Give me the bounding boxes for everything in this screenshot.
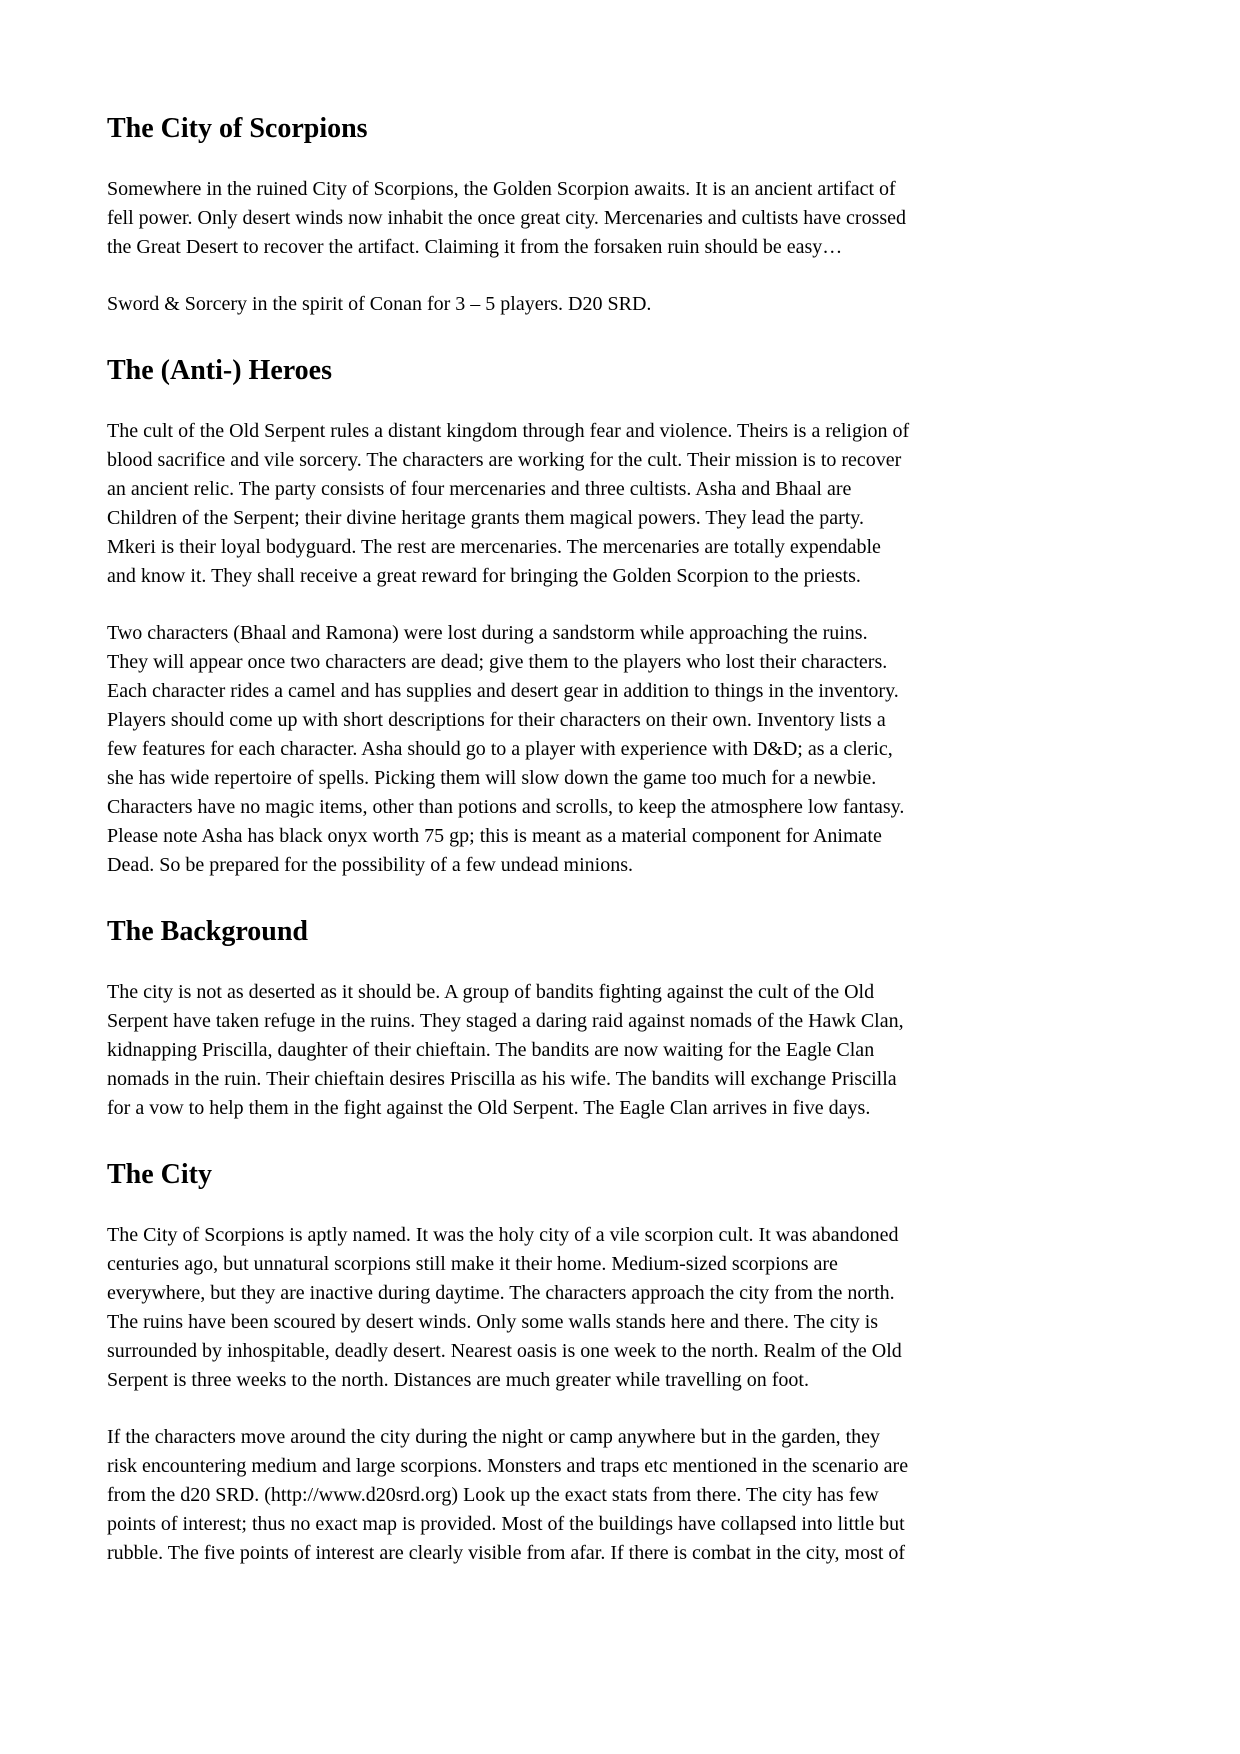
text-line: few features for each character. Asha should go to a player with experience with D&D; as a cleric, bbox=[107, 738, 893, 760]
document-section bbox=[107, 914, 1150, 1123]
text-line: If the characters move around the city during the night or camp anywhere but in the garden, they bbox=[107, 1426, 881, 1448]
text-line: Serpent is three weeks to the north. Distances are much greater while travelling on foot. bbox=[107, 1369, 809, 1391]
paragraph bbox=[107, 175, 1150, 262]
text-line: The ruins have been scoured by desert winds. Only some walls stands here and there. The city is bbox=[107, 1311, 879, 1333]
paragraph bbox=[107, 1423, 1150, 1568]
section-paragraphs bbox=[107, 417, 1150, 880]
text-line: points of interest; thus no exact map is provided. Most of the buildings have collapsed into little but bbox=[107, 1513, 905, 1535]
paragraph bbox=[107, 619, 1150, 880]
text-line: The city is not as deserted as it should be. A group of bandits fighting against the cult of the Old bbox=[107, 981, 875, 1003]
paragraph bbox=[107, 1221, 1150, 1395]
section-paragraphs bbox=[107, 1221, 1150, 1568]
text-line: the Great Desert to recover the artifact. Claiming it from the forsaken ruin should be easy… bbox=[107, 236, 843, 258]
text-line: Somewhere in the ruined City of Scorpions, the Golden Scorpion awaits. It is an ancient artifact of bbox=[107, 178, 896, 200]
document-section bbox=[107, 1157, 1150, 1568]
text-line: The cult of the Old Serpent rules a distant kingdom through fear and violence. Theirs is a religion of bbox=[107, 420, 910, 442]
text-line: The City of Scorpions is aptly named. It was the holy city of a vile scorpion cult. It was abandoned bbox=[107, 1224, 899, 1246]
text-line: fell power. Only desert winds now inhabit the once great city. Mercenaries and cultists have crossed bbox=[107, 207, 907, 229]
text-line: Serpent have taken refuge in the ruins. They staged a daring raid against nomads of the Hawk Clan, bbox=[107, 1010, 904, 1032]
section-heading: The City of Scorpions bbox=[107, 113, 368, 144]
text-line: Mkeri is their loyal bodyguard. The rest are mercenaries. The mercenaries are totally expendable bbox=[107, 536, 881, 558]
text-line: Each character rides a camel and has supplies and desert gear in addition to things in the inventory. bbox=[107, 680, 899, 702]
text-line: Characters have no magic items, other than potions and scrolls, to keep the atmosphere low fantasy. bbox=[107, 796, 905, 818]
text-line: centuries ago, but unnatural scorpions still make it their home. Medium-sized scorpions are bbox=[107, 1253, 838, 1275]
text-line: for a vow to help them in the fight against the Old Serpent. The Eagle Clan arrives in five days. bbox=[107, 1097, 871, 1119]
text-line: nomads in the ruin. Their chieftain desires Priscilla as his wife. The bandits will exchange Priscilla bbox=[107, 1068, 897, 1090]
text-line: risk encountering medium and large scorpions. Monsters and traps etc mentioned in the scenario are bbox=[107, 1455, 909, 1477]
text-line: from the d20 SRD. (http://www.d20srd.org) Look up the exact stats from there. The city has few bbox=[107, 1484, 879, 1506]
text-line: everywhere, but they are inactive during daytime. The characters approach the city from the north. bbox=[107, 1282, 895, 1304]
text-line: Sword & Sorcery in the spirit of Conan for 3 – 5 players. D20 SRD. bbox=[107, 293, 652, 315]
text-line: blood sacrifice and vile sorcery. The characters are working for the cult. Their mission is to recover bbox=[107, 449, 902, 471]
section-heading: The Background bbox=[107, 916, 308, 947]
paragraph bbox=[107, 978, 1150, 1123]
text-line: Two characters (Bhaal and Ramona) were lost during a sandstorm while approaching the ruins. bbox=[107, 622, 868, 644]
document-section bbox=[107, 353, 1150, 880]
text-line: she has wide repertoire of spells. Picking them will slow down the game too much for a newbie. bbox=[107, 767, 877, 789]
section-heading: The (Anti-) Heroes bbox=[107, 355, 332, 386]
text-line: They will appear once two characters are dead; give them to the players who lost their characters. bbox=[107, 651, 888, 673]
text-line: Please note Asha has black onyx worth 75 gp; this is meant as a material component for Animate bbox=[107, 825, 882, 847]
section-paragraphs bbox=[107, 175, 1150, 319]
section-heading: The City bbox=[107, 1159, 212, 1190]
paragraph bbox=[107, 417, 1150, 591]
paragraph bbox=[107, 290, 1150, 319]
document-section bbox=[107, 111, 1150, 319]
text-line: Players should come up with short descriptions for their characters on their own. Inventory lists a bbox=[107, 709, 886, 731]
text-line: surrounded by inhospitable, deadly desert. Nearest oasis is one week to the north. Realm of the Old bbox=[107, 1340, 902, 1362]
text-line: Dead. So be prepared for the possibility of a few undead minions. bbox=[107, 854, 633, 876]
text-line: kidnapping Priscilla, daughter of their chieftain. The bandits are now waiting for the Eagle Clan bbox=[107, 1039, 875, 1061]
text-line: Children of the Serpent; their divine heritage grants them magical powers. They lead the party. bbox=[107, 507, 864, 529]
text-line: an ancient relic. The party consists of four mercenaries and three cultists. Asha and Bhaal are bbox=[107, 478, 852, 500]
text-line: rubble. The five points of interest are clearly visible from afar. If there is combat in the city, most of bbox=[107, 1542, 906, 1564]
text-line: and know it. They shall receive a great reward for bringing the Golden Scorpion to the priests. bbox=[107, 565, 861, 587]
section-paragraphs bbox=[107, 978, 1150, 1123]
